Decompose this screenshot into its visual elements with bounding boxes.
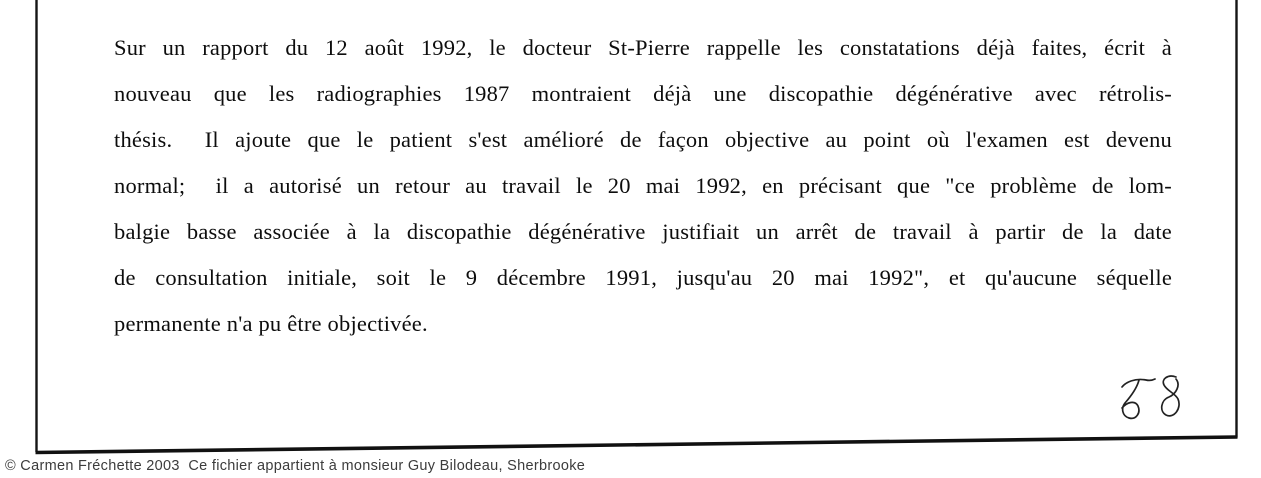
handwritten-page-number — [1108, 368, 1192, 426]
paragraph-line: de consultation initiale, soit le 9 décembre 1991, jusqu'au 20 mai 1992", et qu'aucune séquelle — [114, 265, 1172, 290]
paragraph-line: Sur un rapport du 12 août 1992, le docteur St-Pierre rappelle les constatations déjà faites, écrit à — [114, 35, 1172, 60]
paragraph-line: permanente n'a pu être objectivée. — [114, 311, 428, 336]
paragraph — [114, 25, 1172, 347]
copyright-footer: © Carmen Fréchette 2003 Ce fichier appartient à monsieur Guy Bilodeau, Sherbrooke — [5, 458, 586, 474]
paragraph-line: balgie basse associée à la discopathie dégénérative justifiait un arrêt de travail à partir de la date — [114, 219, 1172, 244]
paragraph-line: thésis. Il ajoute que le patient s'est amélioré de façon objective au point où l'examen est devenu — [114, 127, 1172, 152]
paragraph-line: nouveau que les radiographies 1987 montraient déjà une discopathie dégénérative avec rétrolis- — [114, 81, 1172, 106]
paragraph-line: normal; il a autorisé un retour au travail le 20 mai 1992, en précisant que "ce problème de lom- — [114, 173, 1172, 198]
